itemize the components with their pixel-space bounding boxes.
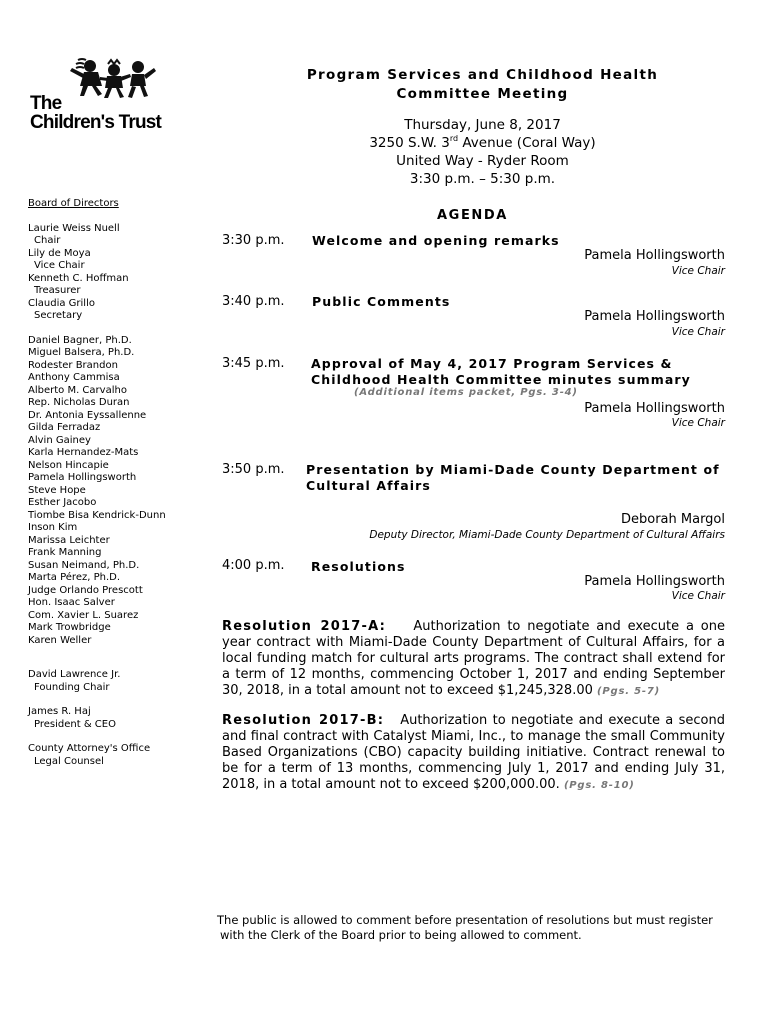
officer-role: Secretary <box>34 310 83 321</box>
member-name: Alvin Gainey <box>28 434 91 446</box>
member-name: Frank Manning <box>28 547 102 558</box>
board-sidebar <box>28 198 208 780</box>
agenda-time: 4:00 p.m. <box>222 558 285 573</box>
member-name: Judge Orlando Prescott <box>28 584 143 596</box>
member-name: Hon. Isaac Salver <box>28 597 115 608</box>
agenda-item-title: Resolutions <box>311 559 406 574</box>
agenda-item-title-line-1: Approval of May 4, 2017 Program Services & <box>311 356 673 371</box>
agenda-heading: AGENDA <box>437 208 508 223</box>
agenda-presenter: Deborah Margol <box>620 512 725 527</box>
meeting-time: 3:30 p.m. – 5:30 p.m. <box>409 171 556 187</box>
footnote-line-1: The public is allowed to comment before presentation of resolutions but must register <box>217 913 713 927</box>
resolution-label: Resolution 2017-A: <box>222 619 386 634</box>
agenda-item-note: (Additional items packet, Pgs. 3-4) <box>354 387 578 398</box>
board-heading: Board of Directors <box>28 198 119 209</box>
agenda-time: 3:45 p.m. <box>222 356 285 371</box>
ceo-entry <box>28 706 208 731</box>
member-name: Com. Xavier L. Suarez <box>28 609 139 621</box>
officer-name: Lily de Moya <box>28 247 91 259</box>
meeting-title <box>220 66 745 104</box>
agenda-presenter: Pamela Hollingsworth <box>584 248 725 263</box>
ceo-name: James R. Haj <box>28 706 91 717</box>
logo-text <box>30 94 161 132</box>
counsel-name: County Attorney's Office <box>28 743 151 754</box>
member-name: Karen Weller <box>28 634 92 646</box>
agenda-item-title <box>311 356 691 388</box>
agenda-presenter-role: Vice Chair <box>671 265 725 277</box>
ceo-role: President & CEO <box>34 718 116 730</box>
resolution-text: Authorization to negotiate and execute a second and final contract with Catalyst Miami, Inc., to manage the small Community Based Organizations (CBO) capacity building initiative. Contract renewal to be for a term of 13 months, commencing July 1, 2017 and ending July 31, 2018, in a total amount not to exceed $200,000.00. <box>222 713 725 792</box>
officer-name: Kenneth C. Hoffman <box>28 272 129 284</box>
public-comment-footnote <box>217 913 737 943</box>
agenda-presenter: Pamela Hollingsworth <box>584 401 725 416</box>
member-name: Inson Kim <box>28 522 78 533</box>
founder-name: David Lawrence Jr. <box>28 669 121 680</box>
counsel-entry <box>28 743 208 768</box>
officers-list <box>28 223 208 323</box>
member-name: Miguel Balsera, Ph.D. <box>28 347 135 358</box>
officer-role: Vice Chair <box>34 260 85 271</box>
address-sup: rd <box>449 134 459 143</box>
agenda-presenter-role: Vice Chair <box>671 417 725 429</box>
member-name: Steve Hope <box>28 484 86 496</box>
agenda-time: 3:50 p.m. <box>222 462 285 477</box>
member-name: Alberto M. Carvalho <box>28 384 127 396</box>
footnote-line-2: with the Clerk of the Board prior to being allowed to comment. <box>220 928 582 942</box>
agenda-item-title: Welcome and opening remarks <box>312 233 560 248</box>
member-name: Gilda Ferradaz <box>28 422 101 433</box>
meeting-room: United Way - Ryder Room <box>396 153 569 169</box>
agenda-item-title-line-2: Cultural Affairs <box>306 478 431 493</box>
address-pre: 3250 S.W. 3 <box>369 135 450 151</box>
member-name: Anthony Cammisa <box>28 372 120 383</box>
resolution-b <box>222 713 725 794</box>
member-name: Mark Trowbridge <box>28 622 111 633</box>
logo-line-1: The <box>30 93 62 114</box>
title-line-1: Program Services and Childhood Health <box>306 67 659 83</box>
members-list <box>28 335 208 648</box>
agenda-item-title: Public Comments <box>312 294 451 309</box>
officer-name: Laurie Weiss Nuell <box>28 222 120 234</box>
agenda-presenter-role: Vice Chair <box>671 326 725 338</box>
officer-name: Claudia Grillo <box>28 297 95 309</box>
member-name: Marta Pérez, Ph.D. <box>28 572 120 583</box>
agenda-time: 3:30 p.m. <box>222 233 285 248</box>
member-name: Pamela Hollingsworth <box>28 472 137 483</box>
member-name: Rodester Brandon <box>28 359 118 371</box>
agenda-presenter: Pamela Hollingsworth <box>584 574 725 589</box>
officer-role: Treasurer <box>34 285 81 296</box>
agenda-item-title <box>306 462 720 494</box>
address-post: Avenue (Coral Way) <box>458 135 596 151</box>
meeting-date: Thursday, June 8, 2017 <box>404 117 561 133</box>
agenda-presenter-role: Deputy Director, Miami-Dade County Department of Cultural Affairs <box>369 529 725 541</box>
counsel-role: Legal Counsel <box>34 755 104 767</box>
founder-role: Founding Chair <box>34 681 110 693</box>
meeting-address <box>220 134 745 152</box>
member-name: Susan Neimand, Ph.D. <box>28 559 140 571</box>
member-name: Rep. Nicholas Duran <box>28 397 130 408</box>
member-name: Daniel Bagner, Ph.D. <box>28 334 132 346</box>
agenda-item-title-line-1: Presentation by Miami-Dade County Department of <box>306 462 720 477</box>
resolution-text: Authorization to negotiate and execute a one year contract with Miami-Dade County Department of Cultural Affairs, for a local funding match for cultural arts programs. The contract shall extend for a term of 12 months, commencing October 1, 2017 and ending September 30, 2018, in a total amount not to exceed $1,245,328.00 <box>222 619 725 698</box>
meeting-info <box>220 116 745 188</box>
founder-entry <box>28 669 208 694</box>
member-name: Tiombe Bisa Kendrick-Dunn <box>28 509 166 521</box>
member-name: Esther Jacobo <box>28 497 97 508</box>
resolution-label: Resolution 2017-B: <box>222 713 385 728</box>
officer-role: Chair <box>34 235 61 246</box>
member-name: Karla Hernandez-Mats <box>28 447 139 458</box>
logo-line-2: Children's Trust <box>30 112 162 133</box>
resolution-pages: (Pgs. 8-10) <box>563 780 635 791</box>
member-name: Marissa Leichter <box>28 534 110 546</box>
member-name: Nelson Hincapie <box>28 459 109 471</box>
agenda-presenter: Pamela Hollingsworth <box>584 309 725 324</box>
agenda-item-title-line-2: Childhood Health Committee minutes summary <box>311 372 691 387</box>
agenda-presenter-role: Vice Chair <box>671 590 725 602</box>
resolution-pages: (Pgs. 5-7) <box>597 686 660 697</box>
resolution-a <box>222 619 725 700</box>
title-line-2: Committee Meeting <box>396 86 569 102</box>
agenda-time: 3:40 p.m. <box>222 294 285 309</box>
member-name: Dr. Antonia Eyssallenne <box>28 409 147 421</box>
